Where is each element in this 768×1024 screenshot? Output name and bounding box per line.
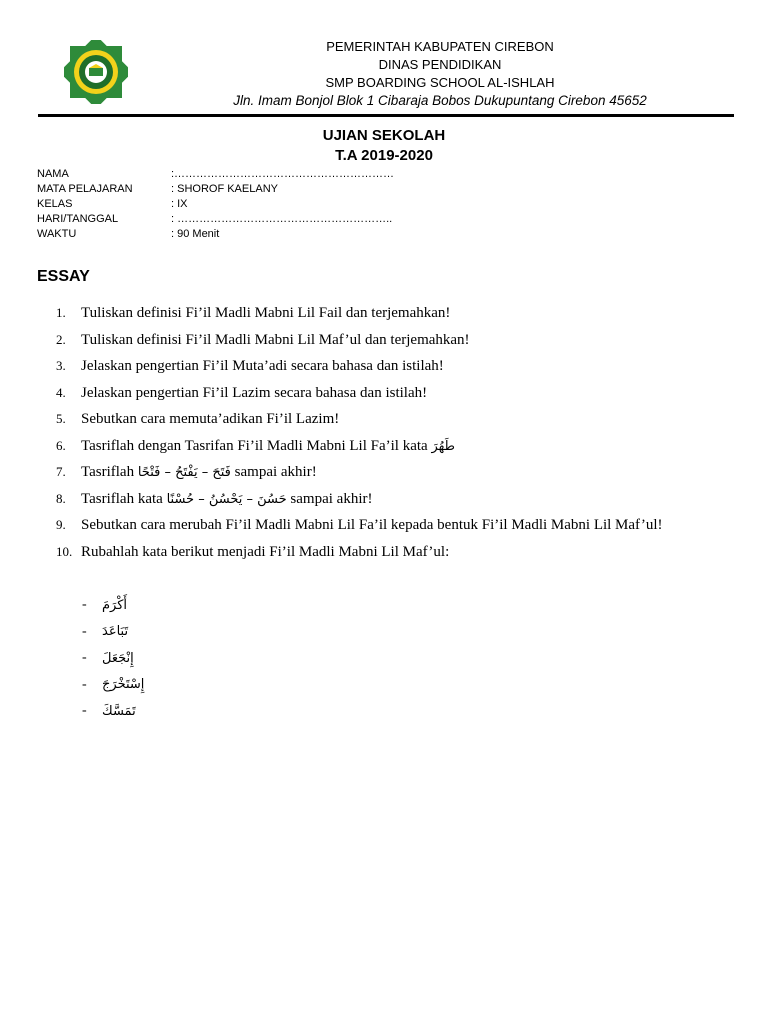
question-number: 5. — [56, 411, 66, 426]
question-text: Tasriflah dengan Tasrifan Fi’il Madli Mabni Lil Fa’il kata — [81, 437, 432, 454]
word-item — [82, 698, 144, 725]
question-item — [56, 459, 732, 486]
question-number: 3. — [56, 358, 66, 373]
exam-year: T.A 2019-2020 — [335, 147, 433, 164]
question-number: 2. — [56, 331, 66, 347]
identity-label: NAMA — [37, 168, 69, 180]
identity-label: WAKTU — [37, 228, 77, 240]
school-logo-icon — [64, 40, 128, 104]
word-item — [82, 619, 144, 646]
question-text-line — [81, 486, 732, 513]
question-text: Jelaskan pengertian Fi’il Lazim secara bahasa dan istilah! — [81, 384, 428, 401]
question-item — [56, 539, 732, 566]
letterhead-address: Jln. Imam Bonjol Blok 1 Cibaraja Bobos Dukupuntang Cirebon 45652 — [233, 93, 647, 108]
question-arabic-word: فَتَحَ – يَفْتَحُ – فَتْحًا — [137, 465, 231, 480]
identity-label: HARI/TANGGAL — [37, 213, 119, 225]
question-item — [56, 512, 732, 539]
identity-row — [37, 227, 394, 242]
exam-title-block — [0, 126, 768, 166]
question-item — [56, 486, 732, 513]
identity-label: KELAS — [37, 198, 73, 210]
question-text: Rubahlah kata berikut menjadi Fi’il Madli Mabni Lil Maf’ul: — [81, 544, 450, 560]
question-arabic-word: حَسُنَ – يَحْسُنُ – حُسْنًا — [166, 491, 287, 507]
letterhead — [140, 38, 740, 110]
arabic-word: تَمَسَّكَ — [102, 703, 136, 719]
question-text: Tuliskan definisi Fi’il Madli Mabni Lil Maf’ul dan terjemahkan! — [81, 331, 470, 348]
word-list — [82, 592, 144, 725]
word-item — [82, 645, 144, 672]
arabic-word: أَكْرَمَ — [102, 597, 128, 613]
identity-label: MATA PELAJARAN — [37, 183, 133, 195]
word-item — [82, 672, 144, 699]
question-arabic-word: طَهُرَ — [431, 438, 455, 454]
question-text-line — [81, 433, 732, 460]
identity-value: : IX — [171, 198, 188, 210]
question-item — [56, 353, 732, 380]
identity-value: :…………………………………………………… — [171, 168, 395, 180]
question-text: Sebutkan cara merubah Fi’il Madli Mabni Lil Fa’il kepada bentuk Fi’il Madli Mabni Lil Maf’ul! — [81, 517, 663, 533]
identity-block — [37, 167, 394, 242]
question-item — [56, 327, 732, 354]
identity-row — [37, 182, 394, 197]
word-bullet: - — [82, 676, 87, 692]
question-number: 7. — [56, 464, 66, 479]
letterhead-department: DINAS PENDIDIKAN — [378, 57, 502, 72]
letterhead-government: PEMERINTAH KABUPATEN CIREBON — [326, 39, 554, 54]
letterhead-divider — [38, 114, 734, 117]
arabic-word: إِسْتَخْرَجَ — [102, 677, 145, 693]
question-text-line — [81, 459, 732, 486]
letterhead-school: SMP BOARDING SCHOOL AL-ISHLAH — [325, 75, 555, 90]
question-number: 1. — [56, 305, 66, 320]
exam-title: UJIAN SEKOLAH — [322, 127, 446, 144]
question-number: 9. — [56, 517, 66, 532]
question-text: Tasriflah — [81, 464, 138, 480]
arabic-word: إِنْجَعَلَ — [102, 650, 134, 666]
identity-row — [37, 167, 394, 182]
question-text: Sebutkan cara memuta’adikan Fi’il Lazim! — [81, 411, 340, 427]
question-number: 8. — [56, 490, 66, 506]
question-list — [56, 300, 732, 566]
question-item — [56, 406, 732, 433]
question-text: Jelaskan pengertian Fi’il Muta’adi secara bahasa dan istilah! — [81, 358, 444, 374]
question-number: 6. — [56, 437, 66, 453]
identity-value: : ………………………………………………….. — [171, 213, 393, 225]
question-text: Tuliskan definisi Fi’il Madli Mabni Lil Fail dan terjemahkan! — [81, 305, 451, 321]
question-number: 4. — [56, 384, 66, 400]
question-item — [56, 300, 732, 327]
word-bullet: - — [82, 623, 87, 639]
identity-row — [37, 212, 394, 227]
question-item — [56, 380, 732, 407]
question-text-suffix: sampai akhir! — [286, 490, 373, 507]
question-number: 10. — [56, 544, 73, 559]
word-bullet: - — [82, 597, 87, 613]
word-bullet: - — [82, 650, 87, 666]
word-bullet: - — [82, 703, 87, 719]
question-text: Tasriflah kata — [81, 490, 167, 507]
word-item — [82, 592, 144, 619]
question-item — [56, 433, 732, 460]
identity-row — [37, 197, 394, 212]
identity-value: : 90 Menit — [171, 228, 220, 240]
arabic-word: تَبَاعَدَ — [102, 624, 129, 640]
essay-heading: ESSAY — [37, 268, 90, 285]
identity-value: : SHOROF KAELANY — [171, 183, 278, 195]
question-text-suffix: sampai akhir! — [230, 464, 317, 480]
